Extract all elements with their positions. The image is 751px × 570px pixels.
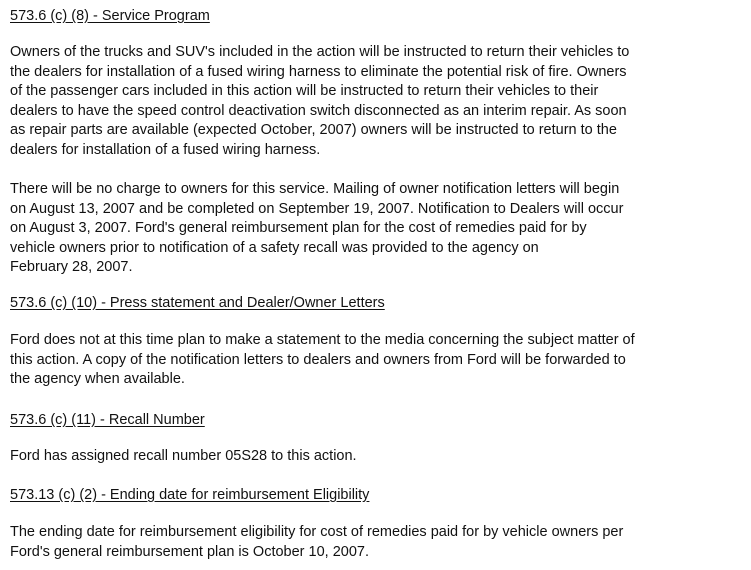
service-program-paragraph-1 xyxy=(10,43,629,160)
section-heading-press-statement: 573.6 (c) (10) - Press statement and Dealer/Owner Letters xyxy=(10,295,385,311)
text-line: Ford's general reimbursement plan is October 10, 2007. xyxy=(10,543,370,560)
text-line: dealers for installation of a fused wiring harness. xyxy=(10,141,321,158)
text-line: There will be no charge to owners for this service. Mailing of owner notification letters will begin xyxy=(10,181,620,197)
press-statement-paragraph xyxy=(10,331,635,390)
service-program-paragraph-2 xyxy=(10,180,623,278)
text-line: The ending date for reimbursement eligibility for cost of remedies paid for by vehicle owners per xyxy=(10,524,624,540)
text-line: this action. A copy of the notification letters to dealers and owners from Ford will be forwarded to xyxy=(10,351,626,368)
text-line: vehicle owners prior to notification of a safety recall was provided to the agency on xyxy=(10,239,539,256)
text-line: on August 3, 2007. Ford's general reimbursement plan for the cost of remedies paid for by xyxy=(10,220,587,236)
text-line: of the passenger cars included in this action will be instructed to return their vehicles to their xyxy=(10,83,599,99)
text-line: February 28, 2007. xyxy=(10,259,133,275)
text-line: Owners of the trucks and SUV's included in the action will be instructed to return their vehicles to xyxy=(10,44,630,60)
text-line: dealers to have the speed control deactivation switch disconnected as an interim repair. As soon xyxy=(10,102,627,119)
section-heading-reimbursement-eligibility: 573.13 (c) (2) - Ending date for reimbursement Eligibility xyxy=(10,487,370,503)
text-line: the agency when available. xyxy=(10,371,185,387)
reimbursement-eligibility-paragraph xyxy=(10,523,623,562)
text-line: on August 13, 2007 and be completed on September 19, 2007. Notification to Dealers will occur xyxy=(10,200,624,217)
text-line: Ford does not at this time plan to make a statement to the media concerning the subject matter of xyxy=(10,332,635,348)
section-heading-service-program: 573.6 (c) (8) - Service Program xyxy=(10,8,210,24)
text-line: the dealers for installation of a fused wiring harness to eliminate the potential risk of fire. Owners xyxy=(10,63,627,80)
text-line: Ford has assigned recall number 05S28 to this action. xyxy=(10,448,357,464)
text-line: as repair parts are available (expected October, 2007) owners will be instructed to return to the xyxy=(10,122,617,138)
section-heading-recall-number: 573.6 (c) (11) - Recall Number xyxy=(10,412,205,428)
recall-number-paragraph xyxy=(10,447,357,467)
